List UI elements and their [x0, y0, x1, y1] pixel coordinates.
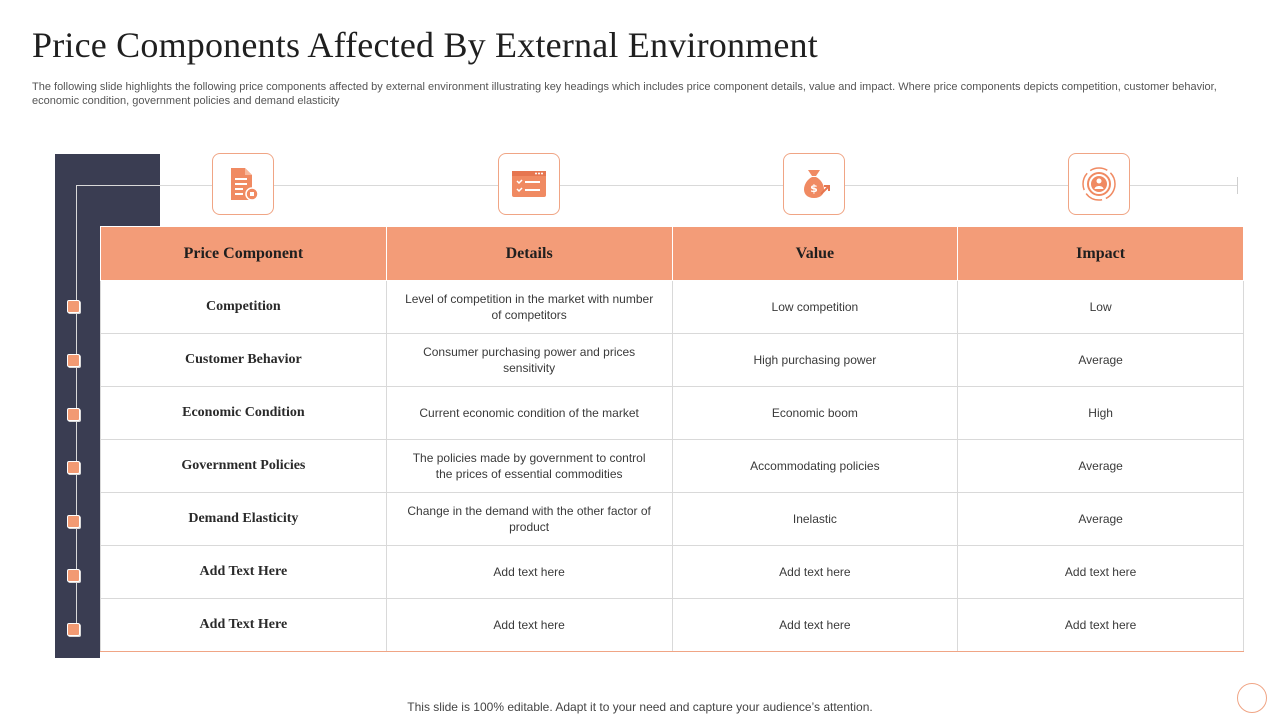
table-row [101, 493, 1244, 546]
corner-decoration-circle [1237, 683, 1267, 713]
row-heading: Add Text Here [101, 546, 387, 599]
connector-end-tick [1237, 177, 1238, 194]
row-heading: Add Text Here [101, 599, 387, 652]
cell-impact: Average [958, 493, 1244, 546]
table-row [101, 546, 1244, 599]
row-heading: Government Policies [101, 440, 387, 493]
page-subtitle: The following slide highlights the following price components affected by external environment illustrating key headings which includes price component details, value and impact. Where price components depicts competition, customer behavior, economic condition, government policies and demand elasticity [32, 81, 1217, 107]
cell-value: Accommodating policies [672, 440, 958, 493]
table-row [101, 281, 1244, 334]
row-heading: Customer Behavior [101, 334, 387, 387]
cell-details: Change in the demand with the other factor of product [386, 493, 672, 546]
column-header: Price Component [101, 227, 387, 281]
price-components-table [100, 226, 1244, 658]
row-heading: Economic Condition [101, 387, 387, 440]
footer-note: This slide is 100% editable. Adapt it to your need and capture your audience’s attention. [407, 700, 873, 714]
cell-details: Level of competition in the market with number of competitors [386, 281, 672, 334]
row-bullet-marker [67, 354, 80, 367]
table-row [101, 599, 1244, 652]
cell-details: Add text here [386, 546, 672, 599]
cell-value: Add text here [672, 599, 958, 652]
browser-list-icon [498, 153, 560, 215]
cell-impact: Low [958, 281, 1244, 334]
cell-value: Low competition [672, 281, 958, 334]
row-bullet-marker [67, 461, 80, 474]
cell-value: Add text here [672, 546, 958, 599]
table-row [101, 387, 1244, 440]
column-header: Value [672, 227, 958, 281]
cell-impact: Average [958, 440, 1244, 493]
table-header-row [101, 227, 1244, 281]
cell-value: Economic boom [672, 387, 958, 440]
cell-details: Current economic condition of the market [386, 387, 672, 440]
row-heading: Demand Elasticity [101, 493, 387, 546]
svg-text:$: $ [810, 182, 818, 195]
row-bullet-marker [67, 569, 80, 582]
cell-details: Consumer purchasing power and prices sensitivity [386, 334, 672, 387]
table-row [101, 334, 1244, 387]
cell-impact: High [958, 387, 1244, 440]
row-bullet-marker [67, 408, 80, 421]
money-bag-icon [783, 153, 845, 215]
row-bullet-marker [67, 515, 80, 528]
target-person-icon [1068, 153, 1130, 215]
row-heading: Competition [101, 281, 387, 334]
column-header: Details [386, 227, 672, 281]
page-title: Price Components Affected By External Environment [32, 25, 818, 65]
cell-impact: Add text here [958, 546, 1244, 599]
cell-value: Inelastic [672, 493, 958, 546]
table-row [101, 440, 1244, 493]
cell-impact: Add text here [958, 599, 1244, 652]
cell-details: The policies made by government to control the prices of essential commodities [386, 440, 672, 493]
column-header: Impact [958, 227, 1244, 281]
row-bullet-marker [67, 300, 80, 313]
document-icon [212, 153, 274, 215]
cell-impact: Average [958, 334, 1244, 387]
row-bullet-marker [67, 623, 80, 636]
cell-details: Add text here [386, 599, 672, 652]
cell-value: High purchasing power [672, 334, 958, 387]
